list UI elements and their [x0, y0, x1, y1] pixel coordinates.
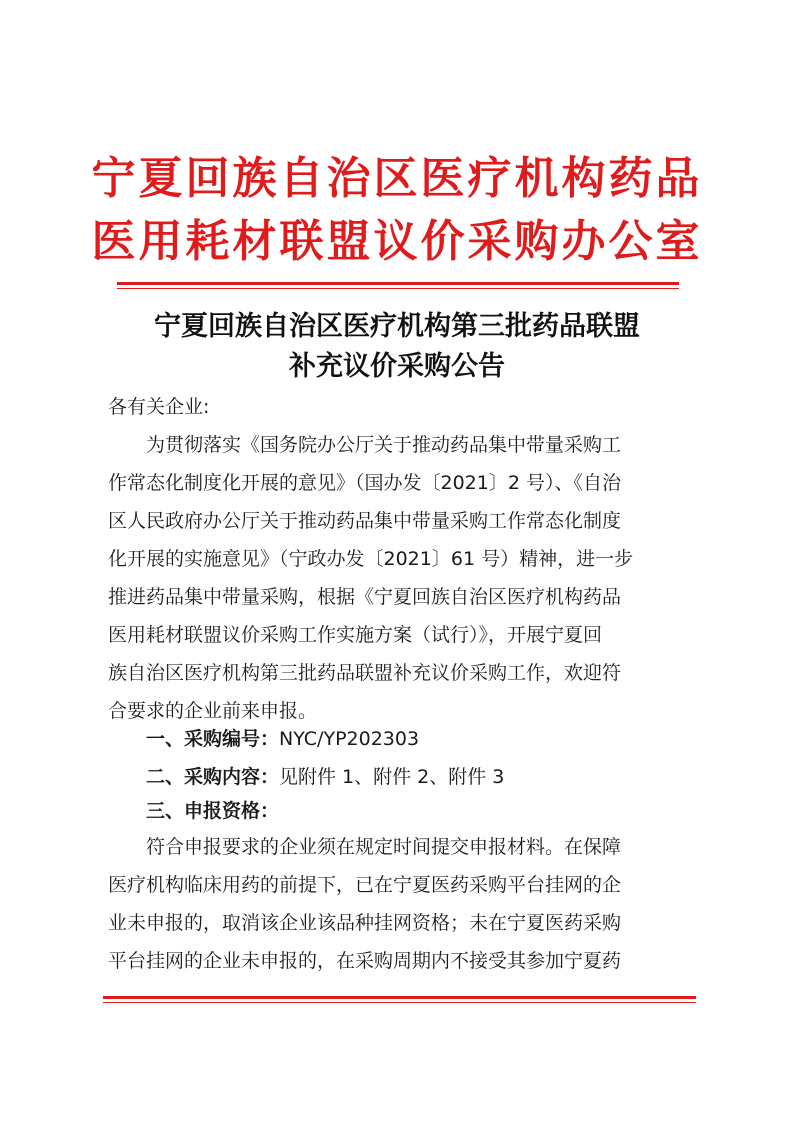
- footer-rule-thin: [103, 1002, 696, 1003]
- document-title-line2: 补充议价采购公告: [289, 351, 505, 382]
- item-label: 二、采购内容：: [146, 766, 280, 788]
- item-procurement-content: [146, 758, 726, 796]
- paragraph-line: 为贯彻落实《国务院办公厅关于推动药品集中带量采购工: [108, 434, 622, 456]
- paragraph-line: 族自治区医疗机构第三批药品联盟补充议价采购工作，欢迎符: [108, 662, 622, 684]
- footer-rule-thick: [103, 996, 696, 999]
- salutation: 各有关企业:: [108, 396, 210, 418]
- org-header-line1: 宁夏回族自治区医疗机构药品: [91, 153, 703, 204]
- paragraph-line: 平台挂网的企业未申报的，在采购周期内不接受其参加宁夏药: [108, 950, 622, 972]
- paragraph-line: 符合申报要求的企业须在规定时间提交申报材料。在保障: [108, 836, 622, 858]
- header-rule-thick: [117, 282, 679, 285]
- paragraph-line: 医疗机构临床用药的前提下，已在宁夏医药采购平台挂网的企: [108, 874, 622, 896]
- item-label: 一、采购编号：: [146, 728, 280, 750]
- paragraph-line: 化开展的实施意见》（宁政办发〔2021〕61 号）精神，进一步: [108, 548, 634, 570]
- item-value: 见附件 1、附件 2、附件 3: [279, 766, 505, 788]
- paragraph-line: 区人民政府办公厅关于推动药品集中带量采购工作常态化制度: [108, 510, 622, 532]
- item-qualification-heading: 三、申报资格：: [146, 800, 280, 822]
- paragraph-line: 业未申报的，取消该企业该品种挂网资格；未在宁夏医药采购: [108, 912, 622, 934]
- org-header-line2: 医用耗材联盟议价采购办公室: [91, 216, 703, 267]
- item-value: NYC/YP202303: [279, 728, 420, 750]
- paragraph-line: 合要求的企业前来申报。: [108, 700, 318, 722]
- paragraph-line: 作常态化制度化开展的意见》（国办发〔2021〕2 号）、《自治: [108, 472, 621, 494]
- paragraph-line: 医用耗材联盟议价采购工作实施方案（试行）》，开展宁夏回: [108, 624, 603, 646]
- item-procurement-number: [146, 720, 726, 758]
- header-rule-thin: [117, 288, 679, 289]
- document-title-line1: 宁夏回族自治区医疗机构第三批药品联盟: [154, 311, 640, 342]
- paragraph-line: 推进药品集中带量采购，根据《宁夏回族自治区医疗机构药品: [108, 586, 622, 608]
